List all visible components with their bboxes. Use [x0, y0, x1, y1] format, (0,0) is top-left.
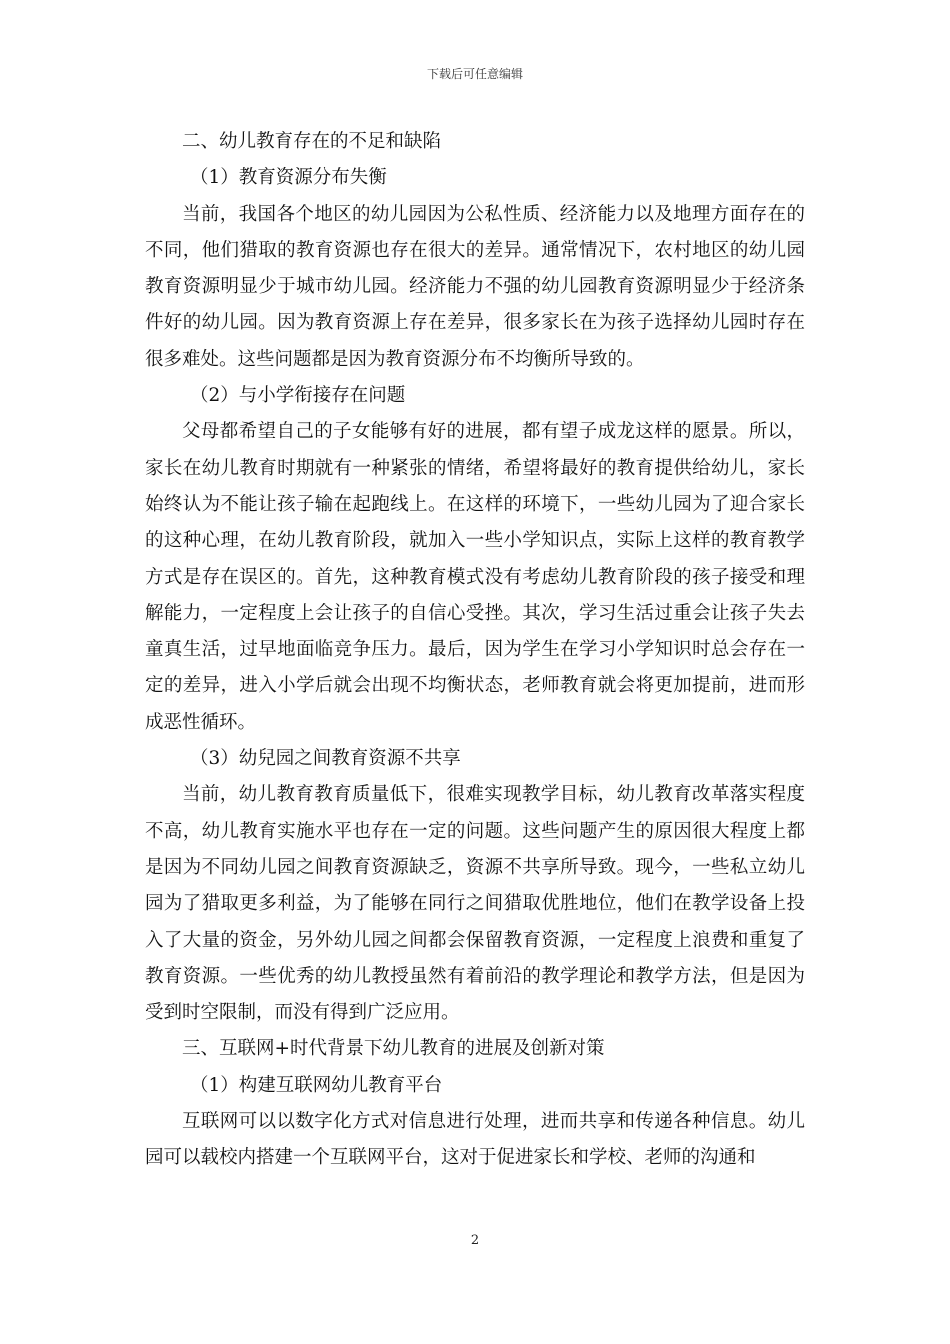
subsection-heading: （1）教育资源分布失衡	[190, 167, 387, 189]
subsection-heading: （3）幼兒园之间教育资源不共享	[190, 748, 461, 770]
page-number: 2	[470, 1233, 480, 1248]
paragraph: 互联网可以以数字化方式对信息进行处理，进而共享和传递各种信息。幼儿园可以载校内搭建一个互联网平台，这对于促进家长和学校、老师的沟通和	[145, 1111, 805, 1169]
subsection-heading: （2）与小学衔接存在问题	[190, 385, 406, 407]
page-header: 下载后可任意编辑	[426, 67, 523, 81]
paragraph: 当前，幼儿教育教育质量低下，很难实现教学目标，幼儿教育改革落实程度不高，幼儿教育实施水平也存在一定的问题。这些问题产生的原因很大程度上都是因为不同幼儿园之间教育资源缺乏，资源不共享所导致。现今，一些私立幼儿园为了猎取更多利益，为了能够在同行之间猎取优胜地位，他们在教学设备上投入了大量的资金，另外幼儿园之间都会保留教育资源，一定程度上浪费和重复了教育资源。一些优秀的幼儿教授虽然有着前沿的教学理论和教学方法，但是因为受到时空限制，而没有得到广泛应用。	[145, 784, 805, 1024]
paragraph: 父母都希望自己的子女能够有好的进展，都有望子成龙这样的愿景。所以，家长在幼儿教育时期就有一种紧张的情绪，希望将最好的教育提供给幼儿，家长始终认为不能让孩子输在起跑线上。在这样的环境下，一些幼儿园为了迎合家长的这种心理，在幼儿教育阶段，就加入一些小学知识点，实际上这样的教育教学方式是存在误区的。首先，这种教育模式没有考虑幼儿教育阶段的孩子接受和理解能力，一定程度上会让孩子的自信心受挫。其次，学习生活过重会让孩子失去童真生活，过早地面临竞争压力。最后，因为学生在学习小学知识时总会存在一定的差异，进入小学后就会出现不均衡状态，老师教育就会将更加提前，进而形成恶性循环。	[145, 421, 805, 733]
section-heading: 三、互联网+时代背景下幼儿教育的进展及创新对策	[182, 1038, 605, 1060]
section-heading: 二、幼儿教育存在的不足和缺陷	[182, 131, 442, 152]
paragraph: 当前，我国各个地区的幼儿园因为公私性质、经济能力以及地理方面存在的不同，他们猎取的教育资源也存在很大的差异。通常情况下，农村地区的幼儿园教育资源明显少于城市幼儿园。经济能力不强的幼儿园教育资源明显少于经济条件好的幼儿园。因为教育资源上存在差异，很多家长在为孩子选择幼儿园时存在很多难处。这些问题都是因为教育资源分布不均衡所导致的。	[145, 203, 805, 370]
subsection-heading: （1）构建互联网幼儿教育平台	[190, 1074, 443, 1096]
document-body	[145, 124, 805, 1177]
